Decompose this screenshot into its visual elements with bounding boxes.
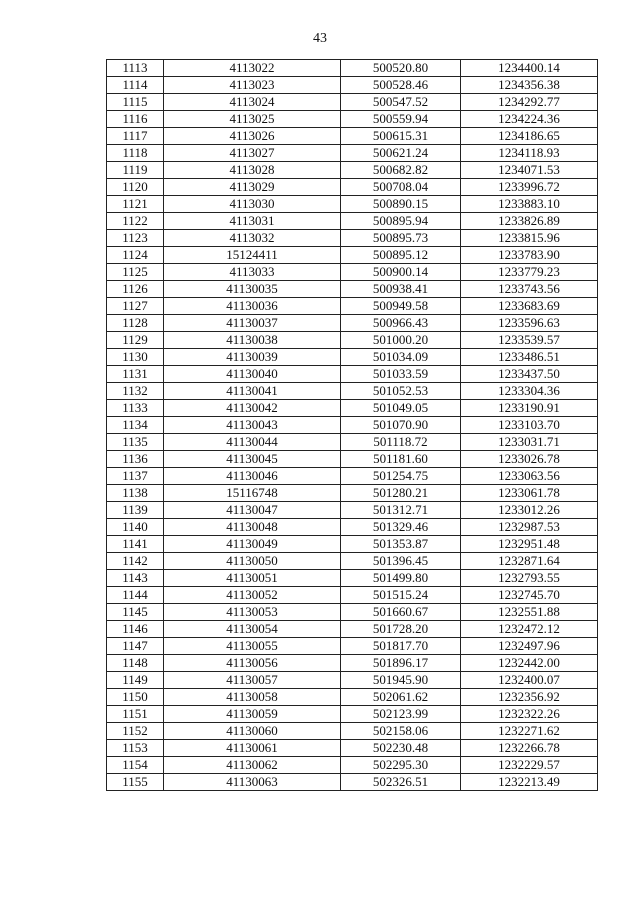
point-number-cell: 1146 [107,621,164,638]
table-row [107,655,598,672]
page-number: 43 [313,31,327,46]
y-coordinate-cell: 1232229.57 [461,757,598,774]
table-row [107,638,598,655]
x-coordinate-cell: 501118.72 [341,434,461,451]
table-row [107,434,598,451]
point-number-cell: 1116 [107,111,164,128]
point-code-cell: 41130055 [164,638,341,655]
x-coordinate-cell: 501499.80 [341,570,461,587]
point-code-cell: 41130062 [164,757,341,774]
table-row [107,247,598,264]
y-coordinate-cell: 1234071.53 [461,162,598,179]
point-number-cell: 1129 [107,332,164,349]
table-row [107,179,598,196]
point-code-cell: 41130037 [164,315,341,332]
y-coordinate-cell: 1234224.36 [461,111,598,128]
point-code-cell: 41130051 [164,570,341,587]
y-coordinate-cell: 1232497.96 [461,638,598,655]
x-coordinate-cell: 501280.21 [341,485,461,502]
y-coordinate-cell: 1232987.53 [461,519,598,536]
point-code-cell: 41130063 [164,774,341,791]
x-coordinate-cell: 500900.14 [341,264,461,281]
table-row [107,468,598,485]
point-number-cell: 1149 [107,672,164,689]
point-number-cell: 1126 [107,281,164,298]
y-coordinate-cell: 1233596.63 [461,315,598,332]
point-number-cell: 1120 [107,179,164,196]
y-coordinate-cell: 1232266.78 [461,740,598,757]
x-coordinate-cell: 502230.48 [341,740,461,757]
point-number-cell: 1153 [107,740,164,757]
x-coordinate-cell: 501728.20 [341,621,461,638]
point-number-cell: 1119 [107,162,164,179]
point-code-cell: 41130052 [164,587,341,604]
table-row [107,213,598,230]
y-coordinate-cell: 1232322.26 [461,706,598,723]
point-code-cell: 41130045 [164,451,341,468]
y-coordinate-cell: 1233031.71 [461,434,598,451]
point-code-cell: 4113022 [164,60,341,77]
point-number-cell: 1114 [107,77,164,94]
y-coordinate-cell: 1233883.10 [461,196,598,213]
x-coordinate-cell: 501329.46 [341,519,461,536]
x-coordinate-cell: 501049.05 [341,400,461,417]
point-code-cell: 41130047 [164,502,341,519]
y-coordinate-cell: 1233815.96 [461,230,598,247]
x-coordinate-cell: 500520.80 [341,60,461,77]
point-code-cell: 4113030 [164,196,341,213]
point-code-cell: 4113024 [164,94,341,111]
x-coordinate-cell: 501817.70 [341,638,461,655]
point-code-cell: 41130036 [164,298,341,315]
point-code-cell: 41130043 [164,417,341,434]
x-coordinate-cell: 500895.94 [341,213,461,230]
y-coordinate-cell: 1232951.48 [461,536,598,553]
point-number-cell: 1123 [107,230,164,247]
x-coordinate-cell: 502295.30 [341,757,461,774]
point-number-cell: 1150 [107,689,164,706]
point-number-cell: 1136 [107,451,164,468]
x-coordinate-cell: 501254.75 [341,468,461,485]
y-coordinate-cell: 1232442.00 [461,655,598,672]
point-code-cell: 41130053 [164,604,341,621]
point-number-cell: 1148 [107,655,164,672]
table-row [107,519,598,536]
table-row [107,400,598,417]
y-coordinate-cell: 1233683.69 [461,298,598,315]
point-code-cell: 41130054 [164,621,341,638]
table-row [107,604,598,621]
table-row [107,417,598,434]
x-coordinate-cell: 500615.31 [341,128,461,145]
table-row [107,332,598,349]
point-code-cell: 4113029 [164,179,341,196]
point-number-cell: 1131 [107,366,164,383]
x-coordinate-cell: 501033.59 [341,366,461,383]
x-coordinate-cell: 500966.43 [341,315,461,332]
point-number-cell: 1140 [107,519,164,536]
table-row [107,230,598,247]
point-code-cell: 41130049 [164,536,341,553]
x-coordinate-cell: 500559.94 [341,111,461,128]
x-coordinate-cell: 501353.87 [341,536,461,553]
y-coordinate-cell: 1233061.78 [461,485,598,502]
x-coordinate-cell: 501181.60 [341,451,461,468]
point-number-cell: 1137 [107,468,164,485]
point-code-cell: 41130040 [164,366,341,383]
point-code-cell: 4113023 [164,77,341,94]
table-body [107,60,598,791]
point-number-cell: 1128 [107,315,164,332]
point-number-cell: 1151 [107,706,164,723]
table-row [107,128,598,145]
table-row [107,757,598,774]
point-code-cell: 41130061 [164,740,341,757]
y-coordinate-cell: 1232213.49 [461,774,598,791]
point-number-cell: 1117 [107,128,164,145]
y-coordinate-cell: 1233026.78 [461,451,598,468]
point-number-cell: 1143 [107,570,164,587]
x-coordinate-cell: 501896.17 [341,655,461,672]
point-code-cell: 4113028 [164,162,341,179]
point-code-cell: 41130057 [164,672,341,689]
table-row [107,366,598,383]
point-number-cell: 1113 [107,60,164,77]
point-code-cell: 4113027 [164,145,341,162]
point-number-cell: 1133 [107,400,164,417]
point-number-cell: 1144 [107,587,164,604]
point-code-cell: 41130050 [164,553,341,570]
point-code-cell: 41130046 [164,468,341,485]
table-row [107,162,598,179]
y-coordinate-cell: 1234118.93 [461,145,598,162]
y-coordinate-cell: 1232472.12 [461,621,598,638]
table-row [107,621,598,638]
point-number-cell: 1147 [107,638,164,655]
x-coordinate-cell: 500949.58 [341,298,461,315]
point-code-cell: 4113033 [164,264,341,281]
point-number-cell: 1121 [107,196,164,213]
y-coordinate-cell: 1233190.91 [461,400,598,417]
point-code-cell: 41130060 [164,723,341,740]
table-row [107,196,598,213]
point-code-cell: 4113031 [164,213,341,230]
point-number-cell: 1152 [107,723,164,740]
x-coordinate-cell: 501515.24 [341,587,461,604]
table-row [107,94,598,111]
x-coordinate-cell: 501034.09 [341,349,461,366]
x-coordinate-cell: 500621.24 [341,145,461,162]
point-code-cell: 4113026 [164,128,341,145]
y-coordinate-cell: 1233996.72 [461,179,598,196]
table-row [107,111,598,128]
y-coordinate-cell: 1233012.26 [461,502,598,519]
y-coordinate-cell: 1232356.92 [461,689,598,706]
table-row [107,451,598,468]
point-code-cell: 41130035 [164,281,341,298]
table-row [107,672,598,689]
y-coordinate-cell: 1233743.56 [461,281,598,298]
point-number-cell: 1127 [107,298,164,315]
point-number-cell: 1115 [107,94,164,111]
table-row [107,740,598,757]
x-coordinate-cell: 500528.46 [341,77,461,94]
point-code-cell: 4113032 [164,230,341,247]
table-row [107,774,598,791]
point-number-cell: 1132 [107,383,164,400]
point-number-cell: 1138 [107,485,164,502]
table-row [107,553,598,570]
point-number-cell: 1155 [107,774,164,791]
table-row [107,315,598,332]
y-coordinate-cell: 1233437.50 [461,366,598,383]
y-coordinate-cell: 1232551.88 [461,604,598,621]
point-number-cell: 1135 [107,434,164,451]
table-row [107,485,598,502]
x-coordinate-cell: 501000.20 [341,332,461,349]
table-row [107,60,598,77]
point-code-cell: 41130041 [164,383,341,400]
point-code-cell: 41130058 [164,689,341,706]
table-row [107,264,598,281]
x-coordinate-cell: 501070.90 [341,417,461,434]
x-coordinate-cell: 500938.41 [341,281,461,298]
y-coordinate-cell: 1233063.56 [461,468,598,485]
point-number-cell: 1118 [107,145,164,162]
y-coordinate-cell: 1233103.70 [461,417,598,434]
table-row [107,281,598,298]
table-row [107,706,598,723]
y-coordinate-cell: 1233779.23 [461,264,598,281]
x-coordinate-cell: 501052.53 [341,383,461,400]
point-code-cell: 15124411 [164,247,341,264]
point-code-cell: 41130038 [164,332,341,349]
point-number-cell: 1122 [107,213,164,230]
table-row [107,383,598,400]
point-code-cell: 41130056 [164,655,341,672]
table-row [107,349,598,366]
y-coordinate-cell: 1232871.64 [461,553,598,570]
point-code-cell: 15116748 [164,485,341,502]
y-coordinate-cell: 1233783.90 [461,247,598,264]
y-coordinate-cell: 1233486.51 [461,349,598,366]
y-coordinate-cell: 1234400.14 [461,60,598,77]
table-row [107,298,598,315]
point-code-cell: 4113025 [164,111,341,128]
point-number-cell: 1154 [107,757,164,774]
table-row [107,587,598,604]
point-number-cell: 1125 [107,264,164,281]
x-coordinate-cell: 500708.04 [341,179,461,196]
x-coordinate-cell: 500890.15 [341,196,461,213]
table-row [107,502,598,519]
x-coordinate-cell: 502326.51 [341,774,461,791]
x-coordinate-cell: 500895.73 [341,230,461,247]
point-number-cell: 1142 [107,553,164,570]
y-coordinate-cell: 1234186.65 [461,128,598,145]
x-coordinate-cell: 500682.82 [341,162,461,179]
y-coordinate-cell: 1234356.38 [461,77,598,94]
point-code-cell: 41130048 [164,519,341,536]
point-number-cell: 1139 [107,502,164,519]
table-row [107,536,598,553]
point-code-cell: 41130059 [164,706,341,723]
x-coordinate-cell: 500895.12 [341,247,461,264]
point-code-cell: 41130042 [164,400,341,417]
point-number-cell: 1134 [107,417,164,434]
y-coordinate-cell: 1233826.89 [461,213,598,230]
table-row [107,723,598,740]
coordinates-table [106,59,598,791]
x-coordinate-cell: 501396.45 [341,553,461,570]
y-coordinate-cell: 1232745.70 [461,587,598,604]
x-coordinate-cell: 502061.62 [341,689,461,706]
point-number-cell: 1124 [107,247,164,264]
point-number-cell: 1130 [107,349,164,366]
table-row [107,689,598,706]
table-row [107,145,598,162]
table-row [107,77,598,94]
x-coordinate-cell: 501660.67 [341,604,461,621]
x-coordinate-cell: 502123.99 [341,706,461,723]
x-coordinate-cell: 500547.52 [341,94,461,111]
y-coordinate-cell: 1234292.77 [461,94,598,111]
point-number-cell: 1145 [107,604,164,621]
x-coordinate-cell: 501945.90 [341,672,461,689]
point-code-cell: 41130044 [164,434,341,451]
x-coordinate-cell: 501312.71 [341,502,461,519]
y-coordinate-cell: 1233539.57 [461,332,598,349]
y-coordinate-cell: 1232400.07 [461,672,598,689]
y-coordinate-cell: 1232271.62 [461,723,598,740]
table-row [107,570,598,587]
x-coordinate-cell: 502158.06 [341,723,461,740]
y-coordinate-cell: 1233304.36 [461,383,598,400]
point-number-cell: 1141 [107,536,164,553]
point-code-cell: 41130039 [164,349,341,366]
y-coordinate-cell: 1232793.55 [461,570,598,587]
